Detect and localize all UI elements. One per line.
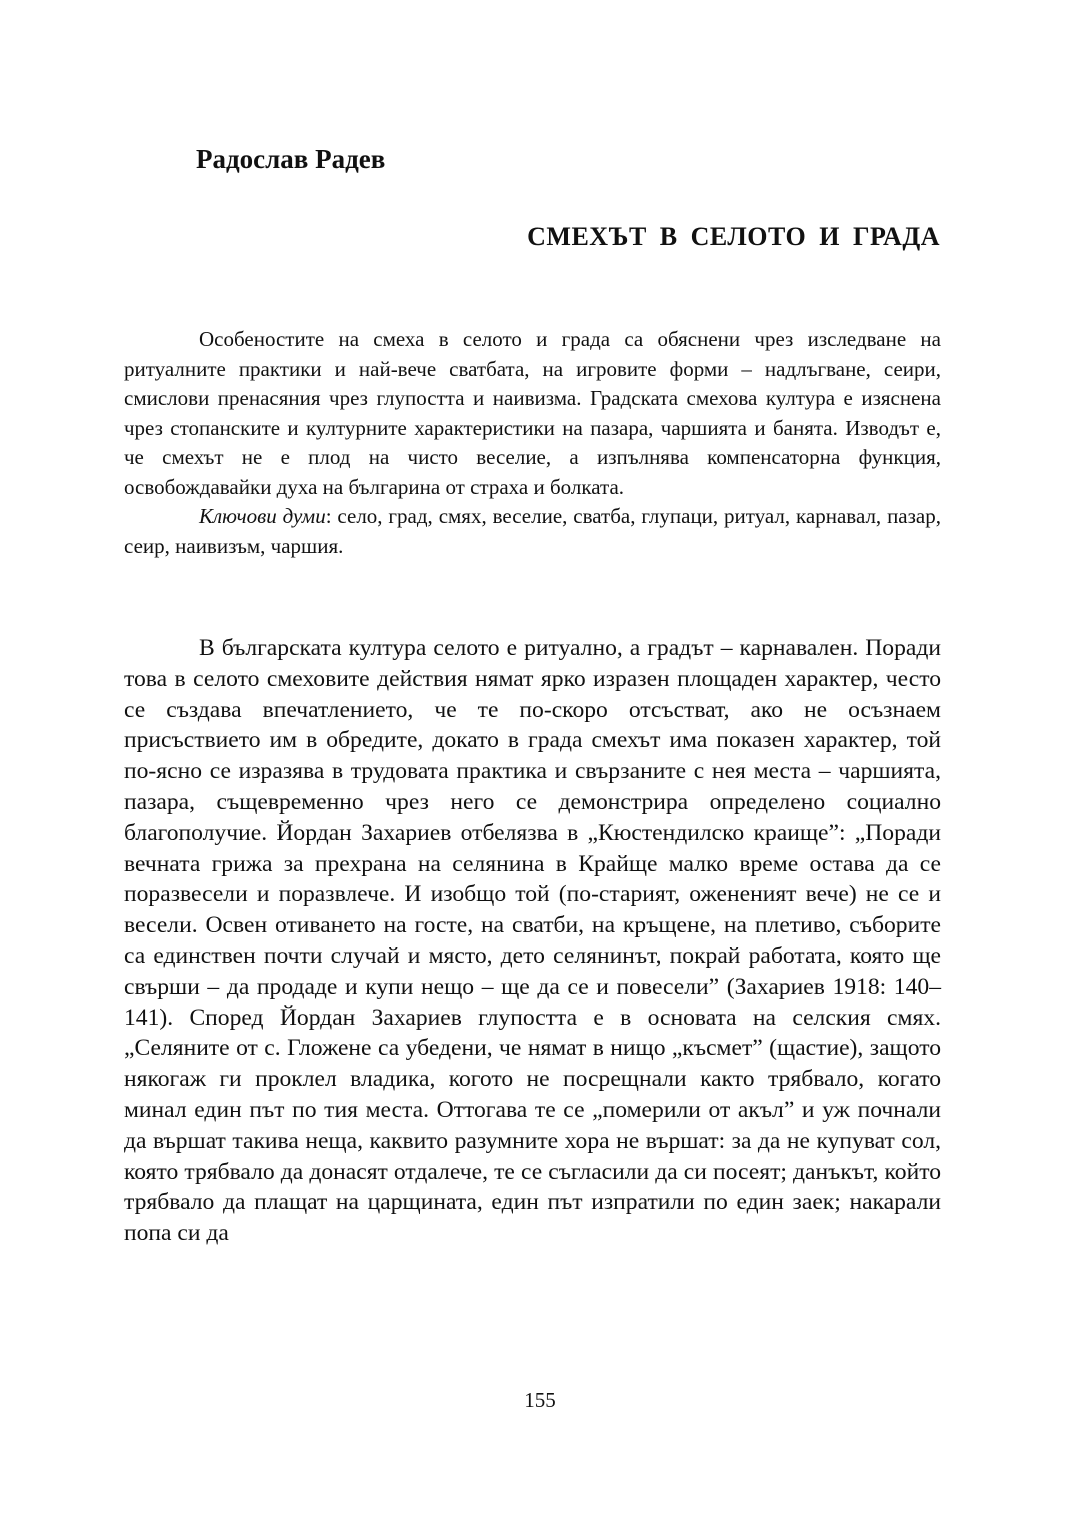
keywords-label: Ключови думи (199, 504, 326, 528)
keywords-list: : село, град, смях, веселие, сватба, глупаци, ритуал, карнавал, пазар, сеир, наивизъм, чаршия. (124, 504, 941, 558)
article-title: СМЕХЪТ В СЕЛОТО И ГРАДА (527, 222, 940, 251)
body-text (124, 633, 941, 1249)
keywords (124, 502, 941, 561)
page-number: 155 (524, 1388, 556, 1412)
body-paragraph: В българската култура селото е ритуално, а градът – карнавален. Поради това в селото смеховите действия нямат ярко изразен площаден характер, често се създава впечатлението, че те по-скоро отсъстват, ако не осъзнаем присъствието им в обредите, докато в града смехът има показен характер, той по-ясно се изразява в трудовата практика и свързаните с нея места – чаршията, пазара, същевременно чрез него се демонстрира определено социално благополучие. Йордан Захариев отбелязва в „Кюстендилско краище”: „Поради вечната грижа за прехрана на селянина в Крайще малко време остава да се поразвесели и поразвлече. И изобщо той (по-старият, ожененият вече) не се и весели. Освен отиването на госте, на сватби, на кръщене, на плетиво, съборите са единствен почти случай и място, дето селянинът, покрай работата, която ще свърши – да продаде и купи нещо – ще да се и повесели” (Захариев 1918: 140–141). Според Йордан Захариев глупостта е в основата на селския смях. „Селяните от с. Гложене са убедени, че нямат в нищо „късмет” (щастие), защото някогаж ги проклел владика, когото не посрещнали както трябвало, когато минал един път по тия места. Оттогава те се „померили от акъл” и уж почнали да вършат такива неща, каквито разумните хора не вършат: за да не купуват сол, която трябвало да донасят отдалече, те се съгласили да си посеят; данъкът, който трябвало да плащат на царщината, един път изпратили по един заек; накарали попа си да (124, 635, 941, 1247)
abstract-text: Особеностите на смеха в селото и града са обяснени чрез изследване на ритуалните практики и най-вече сватбата, на игровите форми – надлъгване, сеири, смислови пренасяния чрез глупостта и наивизма. Градската смехова култура е изяснена чрез стопанските и културните характеристики на пазара, чаршията и банята. Изводът е, че смехът не е плод на чисто веселие, а изпълнява компенсаторна функция, освобождавайки духа на българина от страха и болката. (124, 327, 941, 499)
abstract (124, 325, 941, 561)
author-name: Радослав Радев (196, 144, 386, 174)
